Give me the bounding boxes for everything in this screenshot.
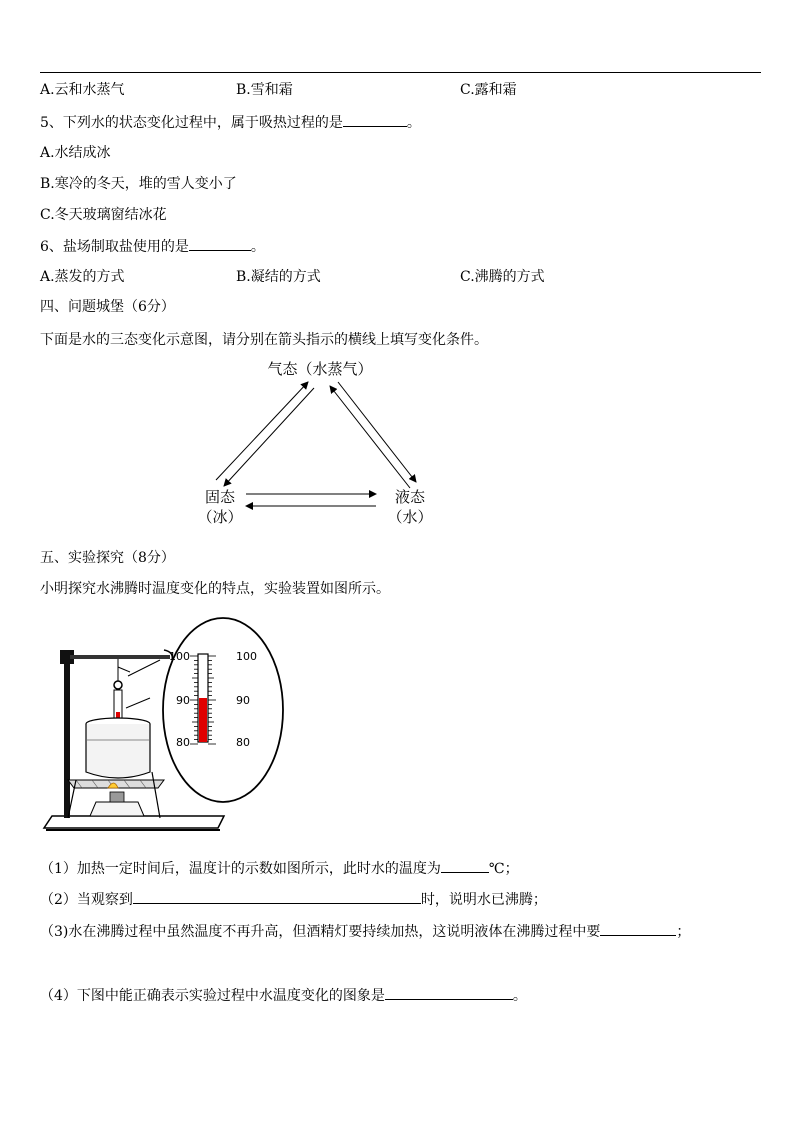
water-state-diagram: [180, 352, 480, 532]
scale-label-100-right: 100: [236, 650, 257, 663]
diagram-label-liquid: 液态: [394, 488, 426, 506]
q5-1-answer-blank[interactable]: [441, 858, 489, 873]
arrow-gas-to-solid: [224, 388, 314, 486]
arrow-gas-to-liquid: [338, 382, 416, 482]
q6-option-c: C.沸腾的方式: [460, 269, 545, 285]
q5-4-text: （4）下图中能正确表示实验过程中水温度变化的图象是: [40, 988, 385, 1004]
scale-label-90-left: 90: [176, 694, 190, 707]
q5-1-unit: ℃；: [488, 861, 519, 877]
section5-intro: 小明探究水沸腾时温度变化的特点，实验装置如图所示。: [40, 581, 390, 597]
q4-option-c: C.露和霜: [460, 82, 517, 98]
scale-label-80-right: 80: [236, 736, 250, 749]
q5-option-a: A.水结成冰: [40, 145, 111, 161]
q5-stem-end: 。: [406, 115, 421, 131]
q5-stem: [40, 112, 421, 133]
q4-option-a: A.云和水蒸气: [40, 82, 125, 98]
q5-2-text-end: 时，说明水已沸腾；: [420, 892, 547, 908]
q5-4-text-end: 。: [512, 988, 527, 1004]
alcohol-lamp: [90, 802, 144, 816]
section4-intro: 下面是水的三态变化示意图，请分别在箭头指示的横线上填写变化条件。: [40, 332, 488, 348]
q4-option-b: B.雪和霜: [236, 82, 293, 98]
q6-stem-end: 。: [250, 239, 265, 255]
tripod-leg: [152, 772, 160, 818]
arrow-solid-to-gas: [216, 382, 308, 480]
diagram-label-solid: 固态: [204, 488, 236, 506]
section4-title: 四、问题城堡（6分）: [40, 299, 175, 315]
q5-1-text: （1）加热一定时间后，温度计的示数如图所示，此时水的温度为: [40, 861, 441, 877]
q5-2-answer-blank[interactable]: [133, 889, 421, 904]
zoomed-mercury-column: [199, 698, 207, 742]
scale-label-90-right: 90: [236, 694, 250, 707]
q5-option-c: C.冬天玻璃窗结冰花: [40, 207, 167, 223]
section5-title: 五、实验探究（8分）: [40, 550, 175, 566]
stand-rod: [64, 650, 70, 818]
q6-option-a: A.蒸发的方式: [40, 269, 125, 285]
q5-3-line: [40, 921, 690, 942]
q6-stem-text: 6、盐场制取盐使用的是: [40, 239, 189, 255]
q6-option-b: B.凝结的方式: [236, 269, 321, 285]
q5-1-line: [40, 858, 519, 879]
stand-arm: [70, 655, 170, 659]
diagram-label-ice: （冰）: [197, 508, 243, 526]
beaker: [86, 724, 150, 778]
q5-2-line: [40, 889, 547, 910]
arrow-liquid-to-gas: [330, 386, 410, 488]
q5-3-answer-blank[interactable]: [600, 921, 676, 936]
q6-answer-blank[interactable]: [189, 236, 251, 251]
boiling-apparatus-figure: [40, 612, 320, 837]
q5-3-text-end: ；: [676, 924, 691, 940]
q5-stem-text: 5、下列水的状态变化过程中，属于吸热过程的是: [40, 115, 343, 131]
q5-2-text: （2）当观察到: [40, 892, 133, 908]
diagram-label-gas: 气态（水蒸气）: [267, 360, 373, 378]
scale-label-100-left: 100: [169, 650, 190, 663]
diagram-label-water: （水）: [387, 508, 433, 526]
q5-3-text: （3)水在沸腾过程中虽然温度不再升高，但酒精灯要持续加热，这说明液体在沸腾过程中要: [40, 924, 601, 940]
thermometer-zoom-callout: [163, 618, 283, 802]
q5-4-answer-blank[interactable]: [385, 985, 513, 1000]
stand-base: [44, 816, 224, 828]
top-divider: [40, 72, 761, 73]
scale-label-80-left: 80: [176, 736, 190, 749]
q5-option-b: B.寒冷的冬天，堆的雪人变小了: [40, 176, 237, 192]
q6-stem: [40, 236, 265, 257]
q5-answer-blank[interactable]: [343, 112, 407, 127]
q5-4-line: [40, 985, 527, 1006]
